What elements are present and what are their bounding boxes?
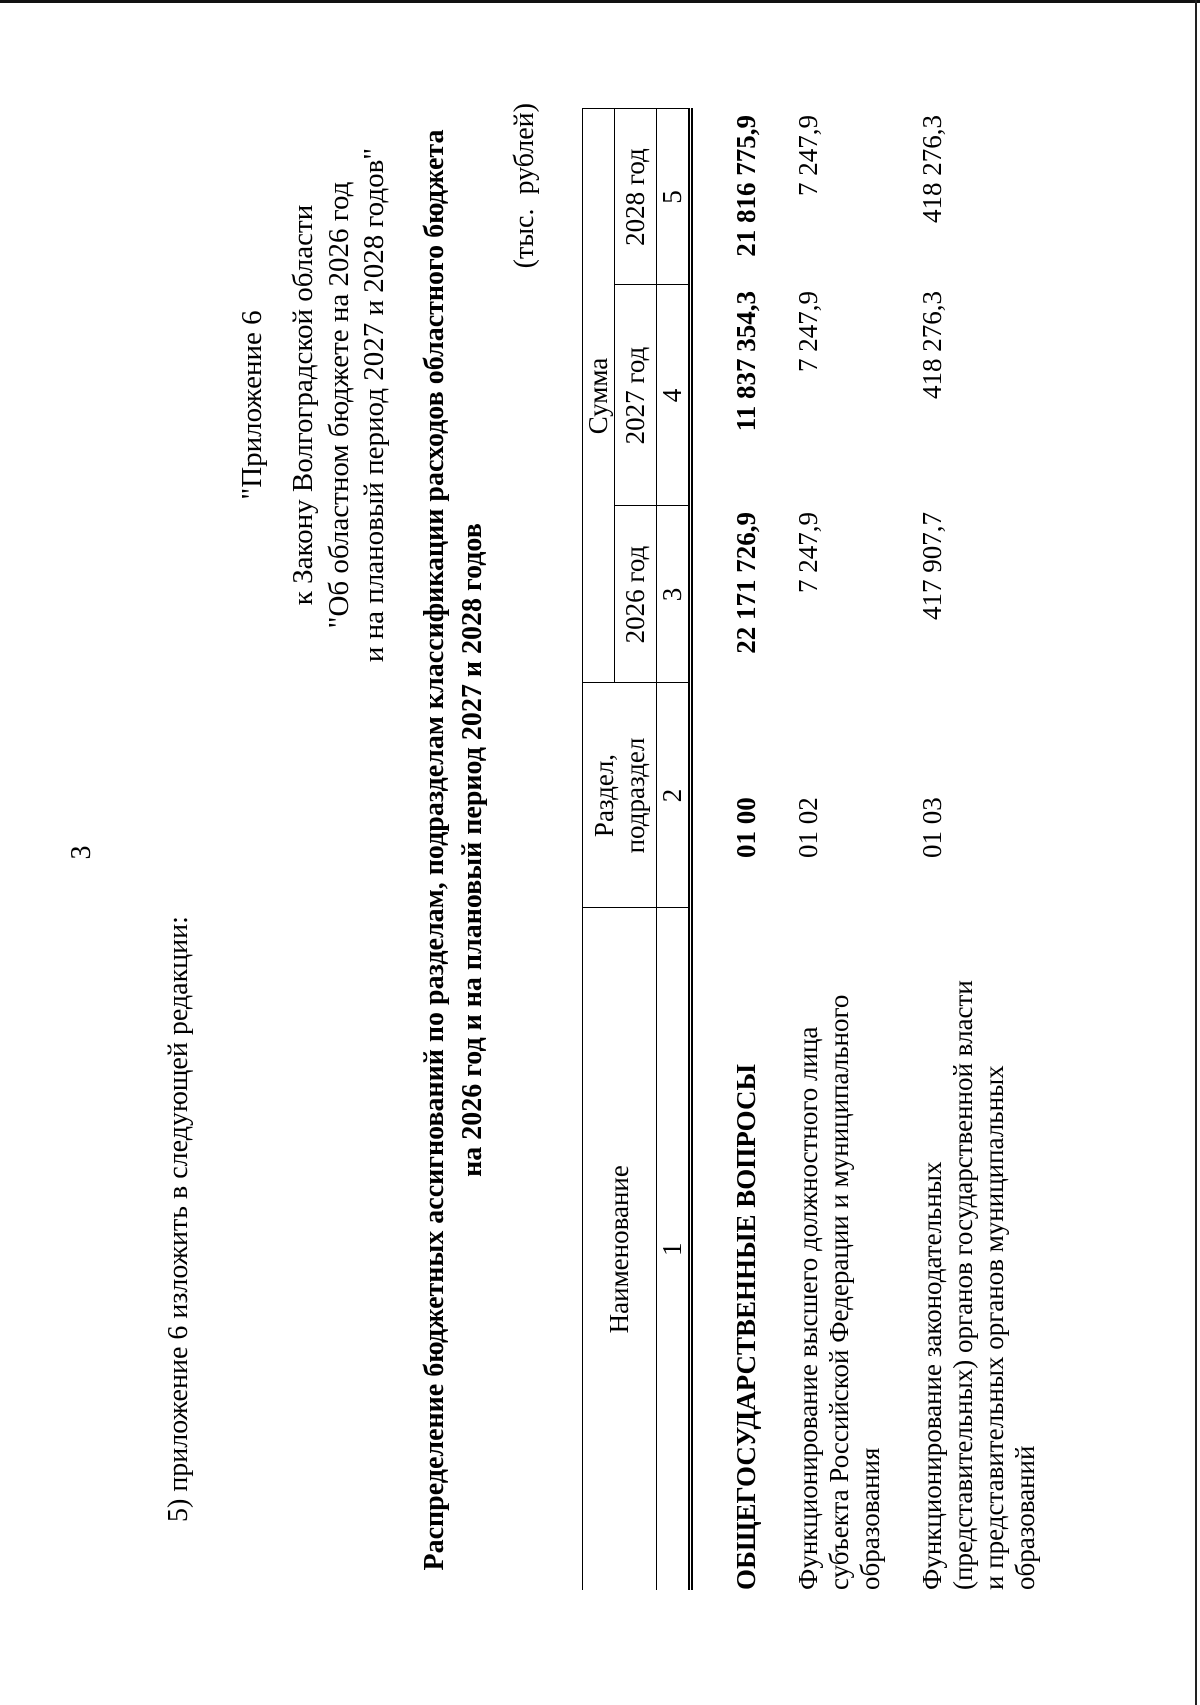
row-value-2027: 7 247,9 <box>793 291 823 372</box>
row-name: Функционирование высшего должностного лица субъекта Российской Федерации и муниципального образования <box>793 994 885 1590</box>
row-value-2028: 418 276,3 <box>917 115 947 223</box>
table-header <box>583 109 691 1590</box>
appendix-reference <box>286 105 393 705</box>
row-value-2026: 7 247,9 <box>793 512 823 593</box>
row-code: 01 00 <box>731 797 761 858</box>
header-sum: Сумма <box>583 109 615 683</box>
units-label: (тыс. рублей) <box>509 103 540 269</box>
appendix-line: и на плановый период 2027 и 2028 годов" <box>358 147 390 663</box>
page-number: 3 <box>66 845 97 860</box>
header-name: Наименование <box>583 908 657 1590</box>
appendix-label: "Приложение 6 <box>236 310 268 500</box>
row-value-2028: 21 816 775,9 <box>731 115 761 257</box>
table-row <box>691 109 763 1590</box>
row-name: Функционирование законодательных (представительных) органов государственной власти и представительных органов муниципальных образований <box>917 980 1040 1590</box>
appendix-line: "Об областном бюджете на 2026 год <box>322 181 355 629</box>
row-value-2026: 417 907,7 <box>917 512 947 620</box>
header-column-number: 3 <box>657 506 691 683</box>
header-column-number: 1 <box>657 908 691 1590</box>
header-column-number: 4 <box>657 285 691 506</box>
row-value-2026: 22 171 726,9 <box>731 512 761 654</box>
header-year-2026: 2026 год <box>615 506 657 683</box>
header-year-2027: 2027 год <box>615 285 657 506</box>
document-title: Распределение бюджетных ассигнований по разделам, подразделам классификации расходов областного бюджета на 2026 год и на плановый период 2027 и 2028 годов <box>419 129 488 1571</box>
row-code: 01 03 <box>917 797 947 858</box>
header-year-2028: 2028 год <box>615 109 657 285</box>
row-name: ОБЩЕГОСУДАРСТВЕННЫЕ ВОПРОСЫ <box>731 1064 761 1590</box>
row-value-2027: 11 837 354,3 <box>731 291 761 432</box>
table-row <box>886 109 1041 1590</box>
intro-text: 5) приложение 6 изложить в следующей редакции: <box>163 916 194 1522</box>
budget-table <box>582 109 1041 1591</box>
table-row <box>762 109 886 1590</box>
header-column-number: 5 <box>657 109 691 285</box>
row-code: 01 02 <box>793 797 823 858</box>
appendix-line: к Закону Волгоградской области <box>287 204 319 606</box>
row-value-2028: 7 247,9 <box>793 115 823 196</box>
header-column-number: 2 <box>657 683 691 908</box>
row-value-2027: 418 276,3 <box>917 291 947 399</box>
header-section: Раздел, подраздел <box>583 683 657 908</box>
